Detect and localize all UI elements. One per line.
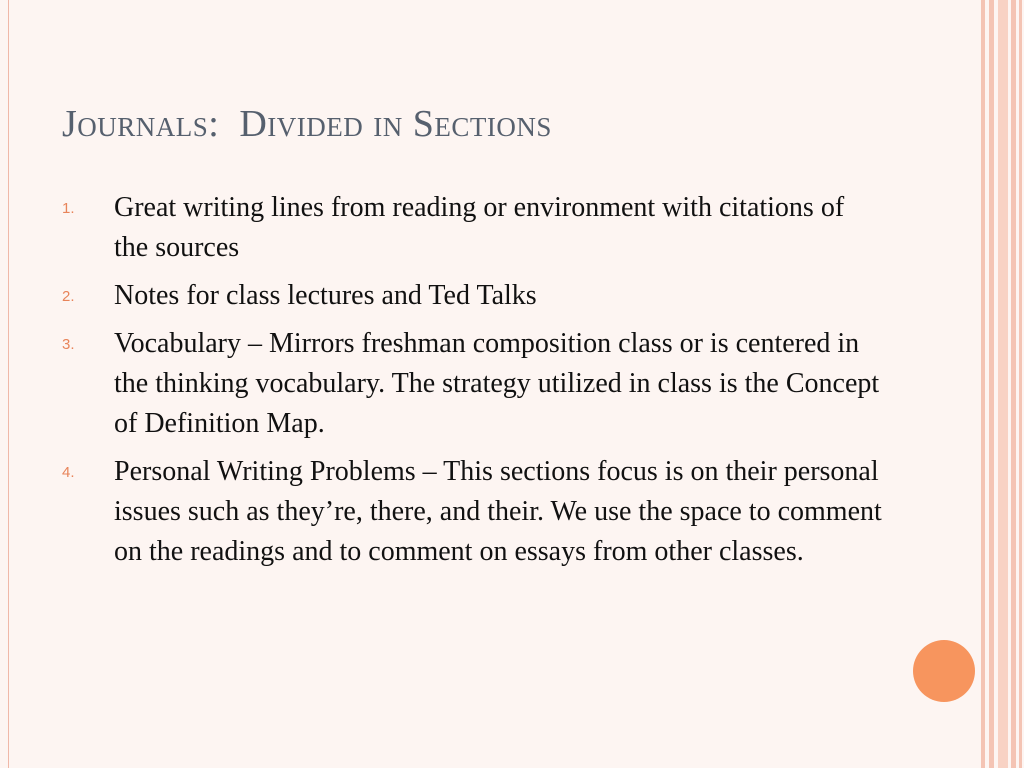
list-item-text: Notes for class lectures and Ted Talks — [114, 280, 537, 311]
list-item — [62, 188, 902, 268]
numbered-list — [62, 188, 902, 580]
decorative-stripe — [1019, 0, 1022, 768]
list-item — [62, 276, 902, 316]
list-item-text: Vocabulary – Mirrors freshman composition class or is centered in the thinking vocabulary. The strategy utilized in class is the Concept of Definition Map. — [114, 328, 880, 439]
list-item-number: 2. — [62, 288, 75, 305]
decorative-stripe — [1011, 0, 1016, 768]
slide-title: Journals: Divided in Sections — [62, 103, 552, 145]
decorative-circle — [913, 640, 975, 702]
decorative-stripe — [981, 0, 985, 768]
decorative-stripe — [998, 0, 1008, 768]
list-item-number: 3. — [62, 336, 75, 353]
list-item-text: Great writing lines from reading or environment with citations of the sources — [114, 192, 845, 263]
list-item-text: Personal Writing Problems – This sections focus is on their personal issues such as they’re, there, and their. We use the space to comment on the readings and to comment on essays from other classes. — [114, 456, 882, 567]
list-item-number: 4. — [62, 464, 75, 481]
list-item — [62, 452, 902, 572]
list-item — [62, 324, 902, 444]
list-item-number: 1. — [62, 200, 75, 217]
decorative-stripe — [989, 0, 994, 768]
slide-left-border — [8, 0, 9, 768]
